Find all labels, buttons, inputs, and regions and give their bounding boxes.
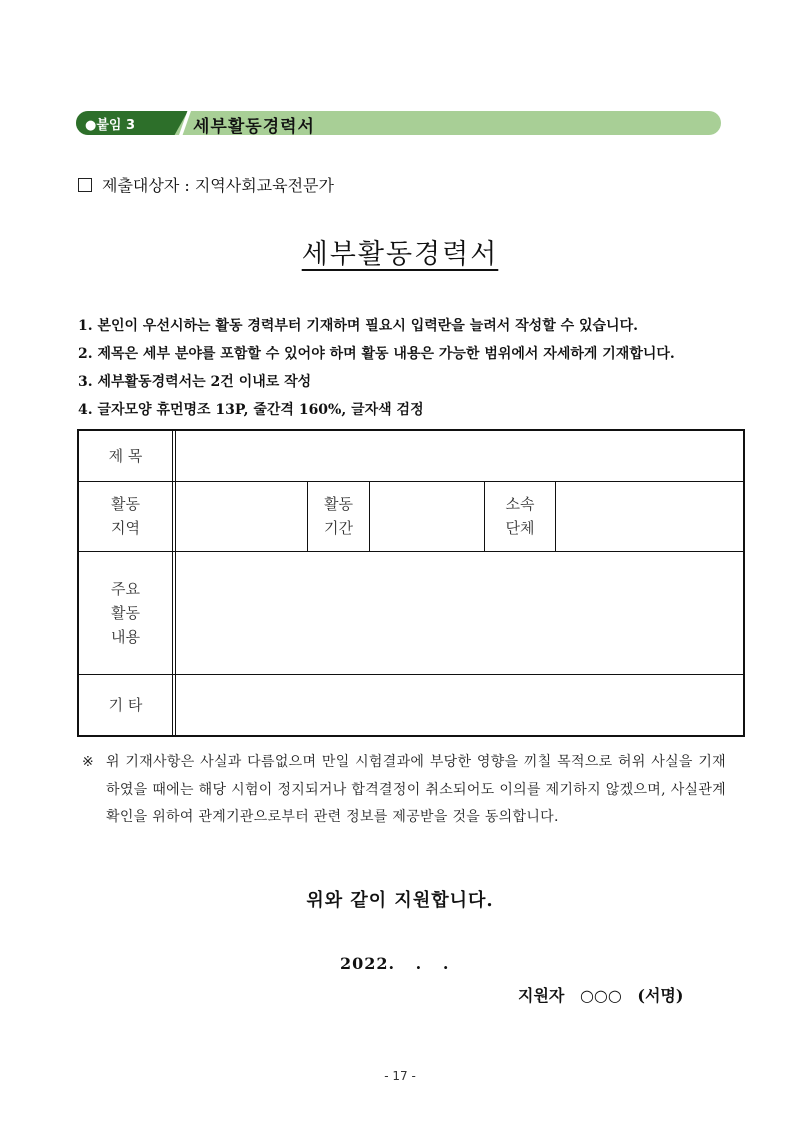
consent-notice-text: 위 기재사항은 사실과 다름없으며 만일 시험결과에 부당한 영향을 끼칠 목적으로 허위 사실을 기재하였을 때에는 해당 시험이 정지되거나 합격결정이 취소되어도 이의를 제기하지 않겠으며, 사실관계 확인을 위하여 관계기관으로부터 관련 정보를 제공받을 것을 동의합니다. (106, 754, 726, 825)
banner-title: 세부활동경력서 (193, 117, 315, 137)
banner-tag-label: ●붙임 3 (85, 118, 136, 133)
etc-field[interactable] (176, 675, 743, 735)
consent-notice (82, 749, 726, 832)
submission-target (78, 173, 334, 196)
application-statement: 위와 같이 지원합니다. (306, 890, 494, 911)
main-activity-label: 주요 활동 내용 (111, 580, 140, 646)
etc-label: 기 타 (108, 696, 143, 714)
label-column-divider (172, 431, 173, 735)
checkbox-icon (78, 178, 92, 192)
page-number: - 17 - (384, 1069, 416, 1083)
instruction-list (78, 314, 675, 426)
organization-field[interactable] (556, 482, 743, 551)
activity-area-field[interactable] (176, 482, 307, 551)
instruction-item: 4. 글자모양 휴먼명조 13P, 줄간격 160%, 글자색 검정 (78, 402, 424, 418)
reference-mark: ※ (82, 754, 94, 770)
title-field[interactable] (176, 431, 743, 481)
document-title-text: 세부활동경력서 (301, 239, 499, 270)
applicant-signature-line: 지원자 ○○○ (서명) (518, 986, 684, 1005)
title-label: 제 목 (108, 447, 143, 465)
activity-area-label: 활동 지역 (111, 495, 140, 537)
section-banner (76, 111, 721, 135)
instruction-item: 3. 세부활동경력서는 2건 이내로 작성 (78, 374, 312, 390)
instruction-item: 1. 본인이 우선시하는 활동 경력부터 기재하며 필요시 입력란을 늘려서 작성할 수 있습니다. (78, 318, 638, 334)
organization-label: 소속 단체 (505, 495, 535, 537)
submission-target-text: 제출대상자 : 지역사회교육전문가 (102, 176, 334, 195)
main-activity-field[interactable] (176, 552, 743, 674)
document-title (0, 232, 800, 271)
activity-period-field[interactable] (370, 482, 484, 551)
activity-form-table (77, 429, 745, 737)
application-date: 2022. . . (340, 954, 450, 973)
instruction-item: 2. 제목은 세부 분야를 포함할 수 있어야 하며 활동 내용은 가능한 범위에서 자세하게 기재합니다. (78, 346, 675, 362)
activity-period-label: 활동 기간 (324, 495, 353, 537)
